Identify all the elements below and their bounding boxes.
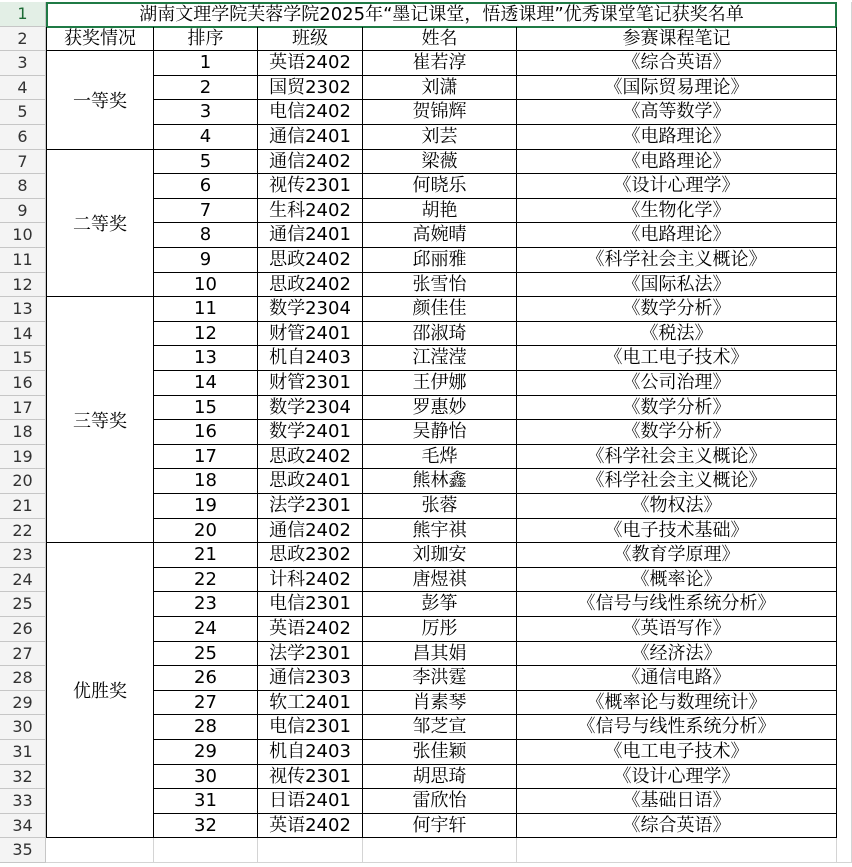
row-header[interactable]: 22 — [0, 519, 46, 544]
row-header[interactable]: 29 — [0, 691, 46, 716]
student-name-cell[interactable]: 熊林鑫 — [363, 469, 517, 494]
class-cell[interactable]: 数学2304 — [258, 396, 363, 421]
header-class[interactable]: 班级 — [258, 27, 363, 52]
course-note-cell[interactable]: 《综合英语》 — [517, 814, 837, 839]
student-name-cell[interactable]: 吴静怡 — [363, 420, 517, 445]
class-cell[interactable]: 思政2402 — [258, 248, 363, 273]
class-cell[interactable]: 英语2402 — [258, 51, 363, 76]
row-header[interactable]: 19 — [0, 445, 46, 470]
row-header[interactable]: 13 — [0, 297, 46, 322]
award-level-cell[interactable]: 一等奖 — [46, 51, 154, 149]
rank-cell[interactable]: 6 — [154, 174, 258, 199]
rank-cell[interactable]: 4 — [154, 125, 258, 150]
row-header[interactable]: 15 — [0, 346, 46, 371]
row-header[interactable]: 18 — [0, 420, 46, 445]
student-name-cell[interactable]: 肖素琴 — [363, 691, 517, 716]
course-note-cell[interactable]: 《信号与线性系统分析》 — [517, 715, 837, 740]
row-header[interactable]: 17 — [0, 396, 46, 421]
student-name-cell[interactable]: 罗惠妙 — [363, 396, 517, 421]
student-name-cell[interactable]: 彭筝 — [363, 592, 517, 617]
empty-cell[interactable] — [46, 838, 154, 863]
student-name-cell[interactable]: 江滢滢 — [363, 346, 517, 371]
student-name-cell[interactable]: 王伊娜 — [363, 371, 517, 396]
empty-cell[interactable] — [154, 838, 258, 863]
header-course[interactable]: 参赛课程笔记 — [517, 27, 837, 52]
student-name-cell[interactable]: 梁薇 — [363, 150, 517, 175]
student-name-cell[interactable]: 崔若淳 — [363, 51, 517, 76]
course-note-cell[interactable]: 《科学社会主义概论》 — [517, 248, 837, 273]
rank-cell[interactable]: 24 — [154, 617, 258, 642]
class-cell[interactable]: 思政2402 — [258, 273, 363, 298]
row-header[interactable]: 12 — [0, 273, 46, 298]
row-header[interactable]: 5 — [0, 100, 46, 125]
rank-cell[interactable]: 20 — [154, 519, 258, 544]
row-header[interactable]: 28 — [0, 666, 46, 691]
row-header[interactable]: 3 — [0, 51, 46, 76]
course-note-cell[interactable]: 《电路理论》 — [517, 223, 837, 248]
class-cell[interactable]: 日语2401 — [258, 789, 363, 814]
header-award[interactable]: 获奖情况 — [46, 27, 154, 52]
row-header[interactable]: 25 — [0, 592, 46, 617]
student-name-cell[interactable]: 厉彤 — [363, 617, 517, 642]
course-note-cell[interactable]: 《高等数学》 — [517, 100, 837, 125]
header-rank[interactable]: 排序 — [154, 27, 258, 52]
class-cell[interactable]: 思政2401 — [258, 469, 363, 494]
student-name-cell[interactable]: 胡艳 — [363, 199, 517, 224]
row-header[interactable]: 34 — [0, 814, 46, 839]
student-name-cell[interactable]: 颜佳佳 — [363, 297, 517, 322]
row-header[interactable]: 21 — [0, 494, 46, 519]
course-note-cell[interactable]: 《综合英语》 — [517, 51, 837, 76]
class-cell[interactable]: 通信2402 — [258, 150, 363, 175]
course-note-cell[interactable]: 《电子技术基础》 — [517, 519, 837, 544]
class-cell[interactable]: 法学2301 — [258, 494, 363, 519]
row-header[interactable]: 9 — [0, 199, 46, 224]
course-note-cell[interactable]: 《公司治理》 — [517, 371, 837, 396]
class-cell[interactable]: 通信2401 — [258, 223, 363, 248]
rank-cell[interactable]: 21 — [154, 543, 258, 568]
student-name-cell[interactable]: 熊宇祺 — [363, 519, 517, 544]
rank-cell[interactable]: 23 — [154, 592, 258, 617]
class-cell[interactable]: 思政2302 — [258, 543, 363, 568]
course-note-cell[interactable]: 《电路理论》 — [517, 125, 837, 150]
class-cell[interactable]: 机自2403 — [258, 740, 363, 765]
student-name-cell[interactable]: 李洪霆 — [363, 666, 517, 691]
class-cell[interactable]: 国贸2302 — [258, 76, 363, 101]
row-header[interactable]: 16 — [0, 371, 46, 396]
class-cell[interactable]: 通信2402 — [258, 519, 363, 544]
rank-cell[interactable]: 5 — [154, 150, 258, 175]
rank-cell[interactable]: 17 — [154, 445, 258, 470]
student-name-cell[interactable]: 邱丽雅 — [363, 248, 517, 273]
row-header[interactable]: 2 — [0, 27, 46, 52]
sheet-title[interactable]: 湖南文理学院芙蓉学院2025年“墨记课堂，悟透课理”优秀课堂笔记获奖名单 — [46, 2, 837, 28]
class-cell[interactable]: 软工2401 — [258, 691, 363, 716]
student-name-cell[interactable]: 刘芸 — [363, 125, 517, 150]
student-name-cell[interactable]: 毛烨 — [363, 445, 517, 470]
class-cell[interactable]: 财管2401 — [258, 322, 363, 347]
class-cell[interactable]: 电信2402 — [258, 100, 363, 125]
row-header[interactable]: 32 — [0, 765, 46, 790]
rank-cell[interactable]: 1 — [154, 51, 258, 76]
header-name[interactable]: 姓名 — [363, 27, 517, 52]
empty-cell[interactable] — [258, 838, 363, 863]
student-name-cell[interactable]: 邵淑琦 — [363, 322, 517, 347]
class-cell[interactable]: 电信2301 — [258, 715, 363, 740]
rank-cell[interactable]: 31 — [154, 789, 258, 814]
course-note-cell[interactable]: 《教育学原理》 — [517, 543, 837, 568]
row-header[interactable]: 26 — [0, 617, 46, 642]
class-cell[interactable]: 电信2301 — [258, 592, 363, 617]
course-note-cell[interactable]: 《科学社会主义概论》 — [517, 469, 837, 494]
rank-cell[interactable]: 16 — [154, 420, 258, 445]
class-cell[interactable]: 英语2402 — [258, 814, 363, 839]
award-level-cell[interactable]: 优胜奖 — [46, 543, 154, 838]
row-header[interactable]: 7 — [0, 150, 46, 175]
class-cell[interactable]: 思政2402 — [258, 445, 363, 470]
rank-cell[interactable]: 30 — [154, 765, 258, 790]
row-header[interactable]: 14 — [0, 322, 46, 347]
course-note-cell[interactable]: 《设计心理学》 — [517, 174, 837, 199]
row-header[interactable]: 33 — [0, 789, 46, 814]
row-header[interactable]: 1 — [0, 2, 46, 27]
student-name-cell[interactable]: 刘潇 — [363, 76, 517, 101]
course-note-cell[interactable]: 《概率论与数理统计》 — [517, 691, 837, 716]
row-header[interactable]: 30 — [0, 715, 46, 740]
rank-cell[interactable]: 19 — [154, 494, 258, 519]
rank-cell[interactable]: 28 — [154, 715, 258, 740]
class-cell[interactable]: 数学2304 — [258, 297, 363, 322]
rank-cell[interactable]: 27 — [154, 691, 258, 716]
row-header[interactable]: 23 — [0, 543, 46, 568]
row-header[interactable]: 10 — [0, 223, 46, 248]
course-note-cell[interactable]: 《概率论》 — [517, 568, 837, 593]
rank-cell[interactable]: 29 — [154, 740, 258, 765]
class-cell[interactable]: 机自2403 — [258, 346, 363, 371]
course-note-cell[interactable]: 《通信电路》 — [517, 666, 837, 691]
rank-cell[interactable]: 11 — [154, 297, 258, 322]
course-note-cell[interactable]: 《设计心理学》 — [517, 765, 837, 790]
course-note-cell[interactable]: 《电工电子技术》 — [517, 346, 837, 371]
rank-cell[interactable]: 18 — [154, 469, 258, 494]
student-name-cell[interactable]: 张雪怡 — [363, 273, 517, 298]
rank-cell[interactable]: 32 — [154, 814, 258, 839]
rank-cell[interactable]: 2 — [154, 76, 258, 101]
course-note-cell[interactable]: 《税法》 — [517, 322, 837, 347]
course-note-cell[interactable]: 《国际贸易理论》 — [517, 76, 837, 101]
class-cell[interactable]: 视传2301 — [258, 174, 363, 199]
course-note-cell[interactable]: 《基础日语》 — [517, 789, 837, 814]
course-note-cell[interactable]: 《国际私法》 — [517, 273, 837, 298]
rank-cell[interactable]: 9 — [154, 248, 258, 273]
course-note-cell[interactable]: 《经济法》 — [517, 642, 837, 667]
course-note-cell[interactable]: 《电工电子技术》 — [517, 740, 837, 765]
student-name-cell[interactable]: 何宇轩 — [363, 814, 517, 839]
student-name-cell[interactable]: 胡思琦 — [363, 765, 517, 790]
row-header[interactable]: 27 — [0, 642, 46, 667]
course-note-cell[interactable]: 《电路理论》 — [517, 150, 837, 175]
class-cell[interactable]: 通信2401 — [258, 125, 363, 150]
empty-cell[interactable] — [837, 2, 852, 863]
student-name-cell[interactable]: 贺锦辉 — [363, 100, 517, 125]
class-cell[interactable]: 生科2402 — [258, 199, 363, 224]
award-level-cell[interactable]: 三等奖 — [46, 297, 154, 543]
student-name-cell[interactable]: 邹芝宣 — [363, 715, 517, 740]
course-note-cell[interactable]: 《英语写作》 — [517, 617, 837, 642]
row-header[interactable]: 20 — [0, 469, 46, 494]
course-note-cell[interactable]: 《信号与线性系统分析》 — [517, 592, 837, 617]
row-header[interactable]: 8 — [0, 174, 46, 199]
class-cell[interactable]: 数学2401 — [258, 420, 363, 445]
empty-cell[interactable] — [517, 838, 837, 863]
award-level-cell[interactable]: 二等奖 — [46, 150, 154, 298]
course-note-cell[interactable]: 《物权法》 — [517, 494, 837, 519]
student-name-cell[interactable]: 昌其娟 — [363, 642, 517, 667]
student-name-cell[interactable]: 唐煜祺 — [363, 568, 517, 593]
empty-cell[interactable] — [363, 838, 517, 863]
student-name-cell[interactable]: 张蓉 — [363, 494, 517, 519]
row-header[interactable]: 35 — [0, 838, 46, 863]
rank-cell[interactable]: 12 — [154, 322, 258, 347]
class-cell[interactable]: 视传2301 — [258, 765, 363, 790]
row-header[interactable]: 31 — [0, 740, 46, 765]
course-note-cell[interactable]: 《数学分析》 — [517, 396, 837, 421]
course-note-cell[interactable]: 《生物化学》 — [517, 199, 837, 224]
rank-cell[interactable]: 13 — [154, 346, 258, 371]
row-header[interactable]: 11 — [0, 248, 46, 273]
student-name-cell[interactable]: 张佳颖 — [363, 740, 517, 765]
rank-cell[interactable]: 25 — [154, 642, 258, 667]
course-note-cell[interactable]: 《数学分析》 — [517, 420, 837, 445]
rank-cell[interactable]: 10 — [154, 273, 258, 298]
course-note-cell[interactable]: 《数学分析》 — [517, 297, 837, 322]
class-cell[interactable]: 计科2402 — [258, 568, 363, 593]
course-note-cell[interactable]: 《科学社会主义概论》 — [517, 445, 837, 470]
rank-cell[interactable]: 22 — [154, 568, 258, 593]
class-cell[interactable]: 英语2402 — [258, 617, 363, 642]
class-cell[interactable]: 法学2301 — [258, 642, 363, 667]
rank-cell[interactable]: 8 — [154, 223, 258, 248]
rank-cell[interactable]: 7 — [154, 199, 258, 224]
student-name-cell[interactable]: 刘珈安 — [363, 543, 517, 568]
student-name-cell[interactable]: 何晓乐 — [363, 174, 517, 199]
rank-cell[interactable]: 26 — [154, 666, 258, 691]
student-name-cell[interactable]: 高婉晴 — [363, 223, 517, 248]
rank-cell[interactable]: 15 — [154, 396, 258, 421]
row-header[interactable]: 6 — [0, 125, 46, 150]
class-cell[interactable]: 财管2301 — [258, 371, 363, 396]
rank-cell[interactable]: 14 — [154, 371, 258, 396]
class-cell[interactable]: 通信2303 — [258, 666, 363, 691]
row-header[interactable]: 24 — [0, 568, 46, 593]
rank-cell[interactable]: 3 — [154, 100, 258, 125]
student-name-cell[interactable]: 雷欣怡 — [363, 789, 517, 814]
row-header[interactable]: 4 — [0, 76, 46, 101]
